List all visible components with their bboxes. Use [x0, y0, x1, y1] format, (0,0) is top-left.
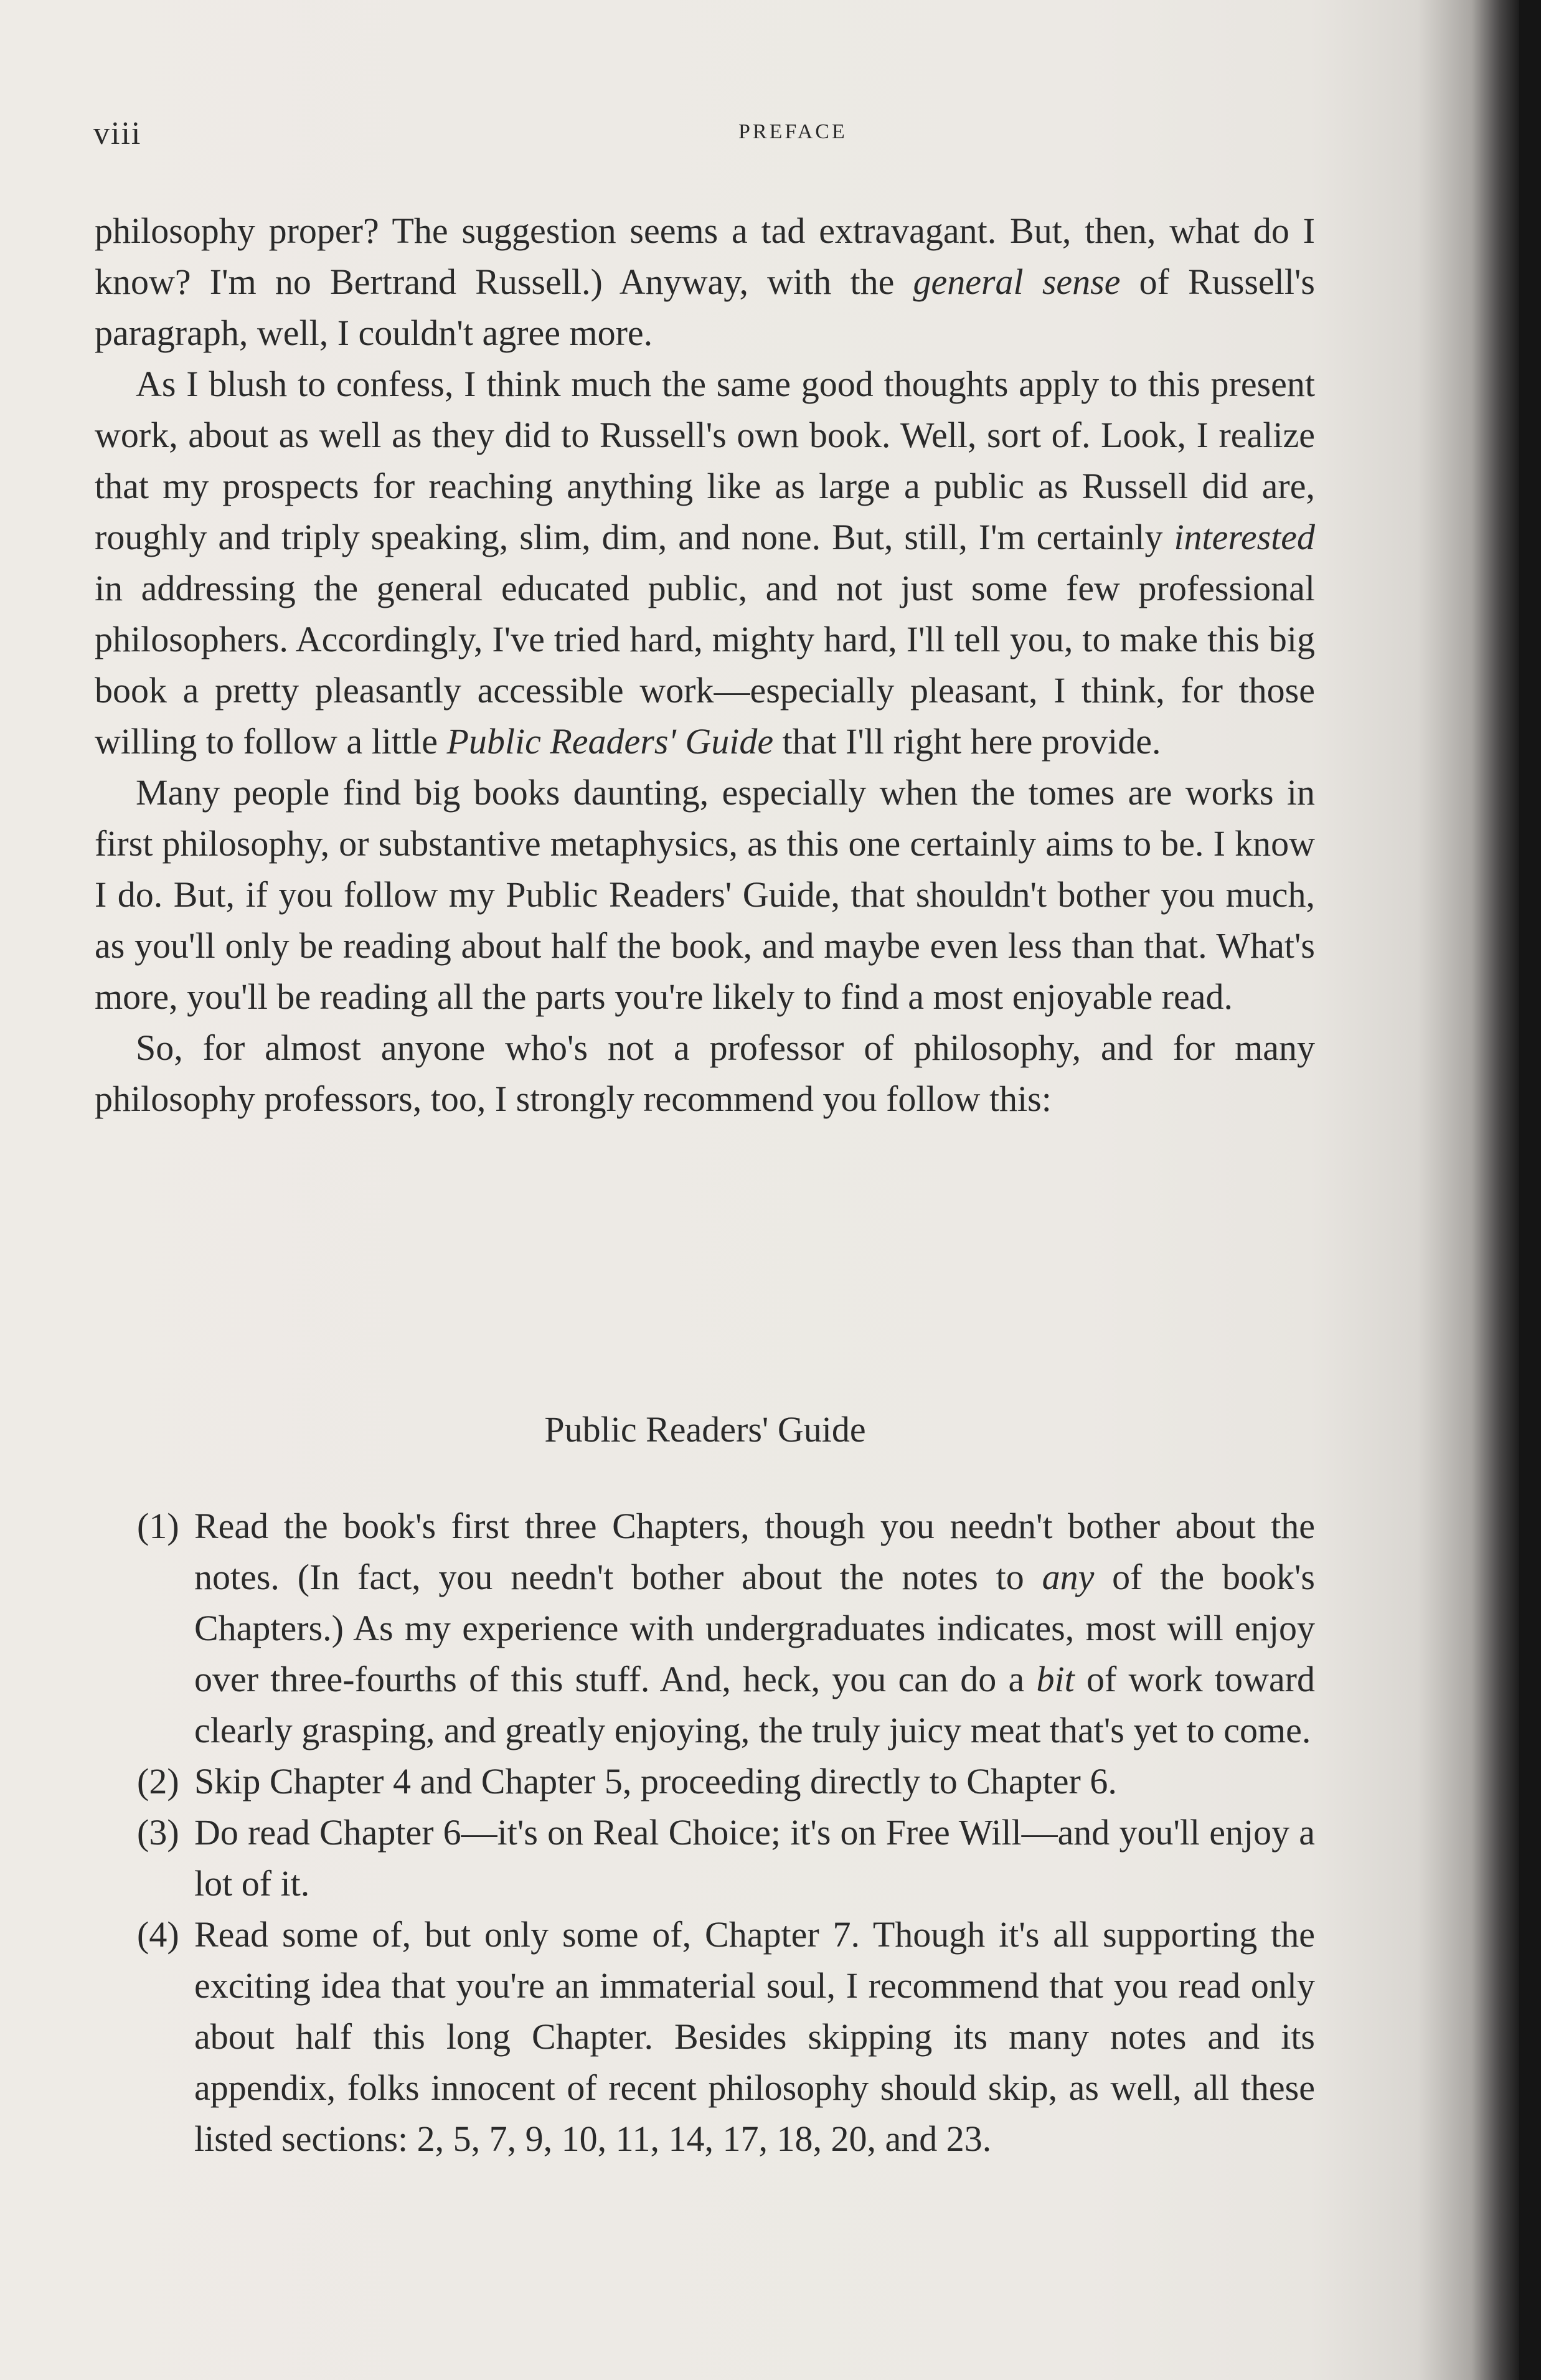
text-run: Skip Chapter 4 and Chapter 5, proceeding directly to Chapter 6. — [194, 1761, 1117, 1802]
text-run: that I'll right here provide. — [773, 721, 1161, 762]
guide-item — [137, 1909, 1315, 2165]
guide-item-number: (1) — [137, 1506, 179, 1546]
guide-item — [137, 1501, 1315, 1756]
book-spine-shadow — [1519, 0, 1541, 2380]
emphasis: interested — [1174, 517, 1315, 557]
body-text — [95, 205, 1315, 1125]
guide-item-number: (4) — [137, 1914, 179, 1955]
text-run: of the book's Chapters.) As my experience with undergraduates indicates, most will enjoy over three-fourths of this stuff. And, heck, you can do a — [194, 1557, 1315, 1699]
text-run: of Russell's paragraph, well, I couldn't agree more. — [95, 262, 1315, 353]
guide-item — [137, 1807, 1315, 1909]
guide-item — [137, 1756, 1315, 1807]
guide-list — [137, 1501, 1315, 2165]
running-head: PREFACE — [738, 120, 847, 143]
emphasis: Public Readers' Guide — [446, 721, 774, 762]
emphasis: general sense — [913, 262, 1121, 302]
guide-item-number: (3) — [137, 1812, 179, 1853]
guide-item-number: (2) — [137, 1761, 179, 1802]
paragraph-4: So, for almost anyone who's not a professor of philosophy, and for many philosophy professors, too, I strongly recommend you follow this: — [95, 1027, 1315, 1119]
guide-title: Public Readers' Guide — [544, 1409, 866, 1450]
text-run: Read some of, but only some of, Chapter 7. Though it's all supporting the exciting idea that you're an immaterial soul, I recommend that you read only about half this long Chapter. Besides skipping its many notes and its appendix, folks innocent of recent philosophy should skip, as well, all these listed sections: 2, 5, 7, 9, 10, 11, 14, 17, 18, 20, and 23. — [194, 1914, 1315, 2159]
page-number: viii — [93, 116, 142, 151]
text-run: Read the book's first three Chapters, though you needn't bother about the notes. (In fact, you needn't bother about the notes to — [194, 1506, 1315, 1597]
text-run: philosophy proper? The suggestion seems a tad extravagant. But, then, what do I know? I'm no Bertrand Russell.) Anyway, with the — [95, 210, 1315, 302]
emphasis: bit — [1036, 1659, 1075, 1699]
page-header — [93, 115, 1339, 153]
text-run: Do read Chapter 6—it's on Real Choice; it's on Free Will—and you'll enjoy a lot of it. — [194, 1812, 1315, 1904]
text-run: of work toward clearly grasping, and greatly enjoying, the truly juicy meat that's yet to come. — [194, 1659, 1315, 1750]
text-run: in addressing the general educated public, and not just some few professional philosophers. Accordingly, I've tried hard, mighty hard, I'll tell you, to make this big book a pretty pleasantly accessible work—especially pleasant, I think, for those willing to follow a little — [95, 568, 1315, 762]
paragraph-2 — [95, 359, 1315, 767]
paragraph-1 — [95, 205, 1315, 359]
paragraph-3: Many people find big books daunting, especially when the tomes are works in first philosophy, or substantive metaphysics, as this one certainly aims to be. I know I do. But, if you follow my Public Readers' Guide, that shouldn't bother you much, as you'll only be reading about half the book, and maybe even less than that. What's more, you'll be reading all the parts you're likely to find a most enjoyable read. — [95, 772, 1315, 1017]
text-run: As I blush to confess, I think much the same good thoughts apply to this present work, about as well as they did to Russell's own book. Well, sort of. Look, I realize that my prospects for reaching anything like as large a public as Russell did are, roughly and triply speaking, slim, dim, and none. But, still, I'm certainly — [95, 364, 1315, 557]
emphasis: any — [1042, 1557, 1095, 1597]
